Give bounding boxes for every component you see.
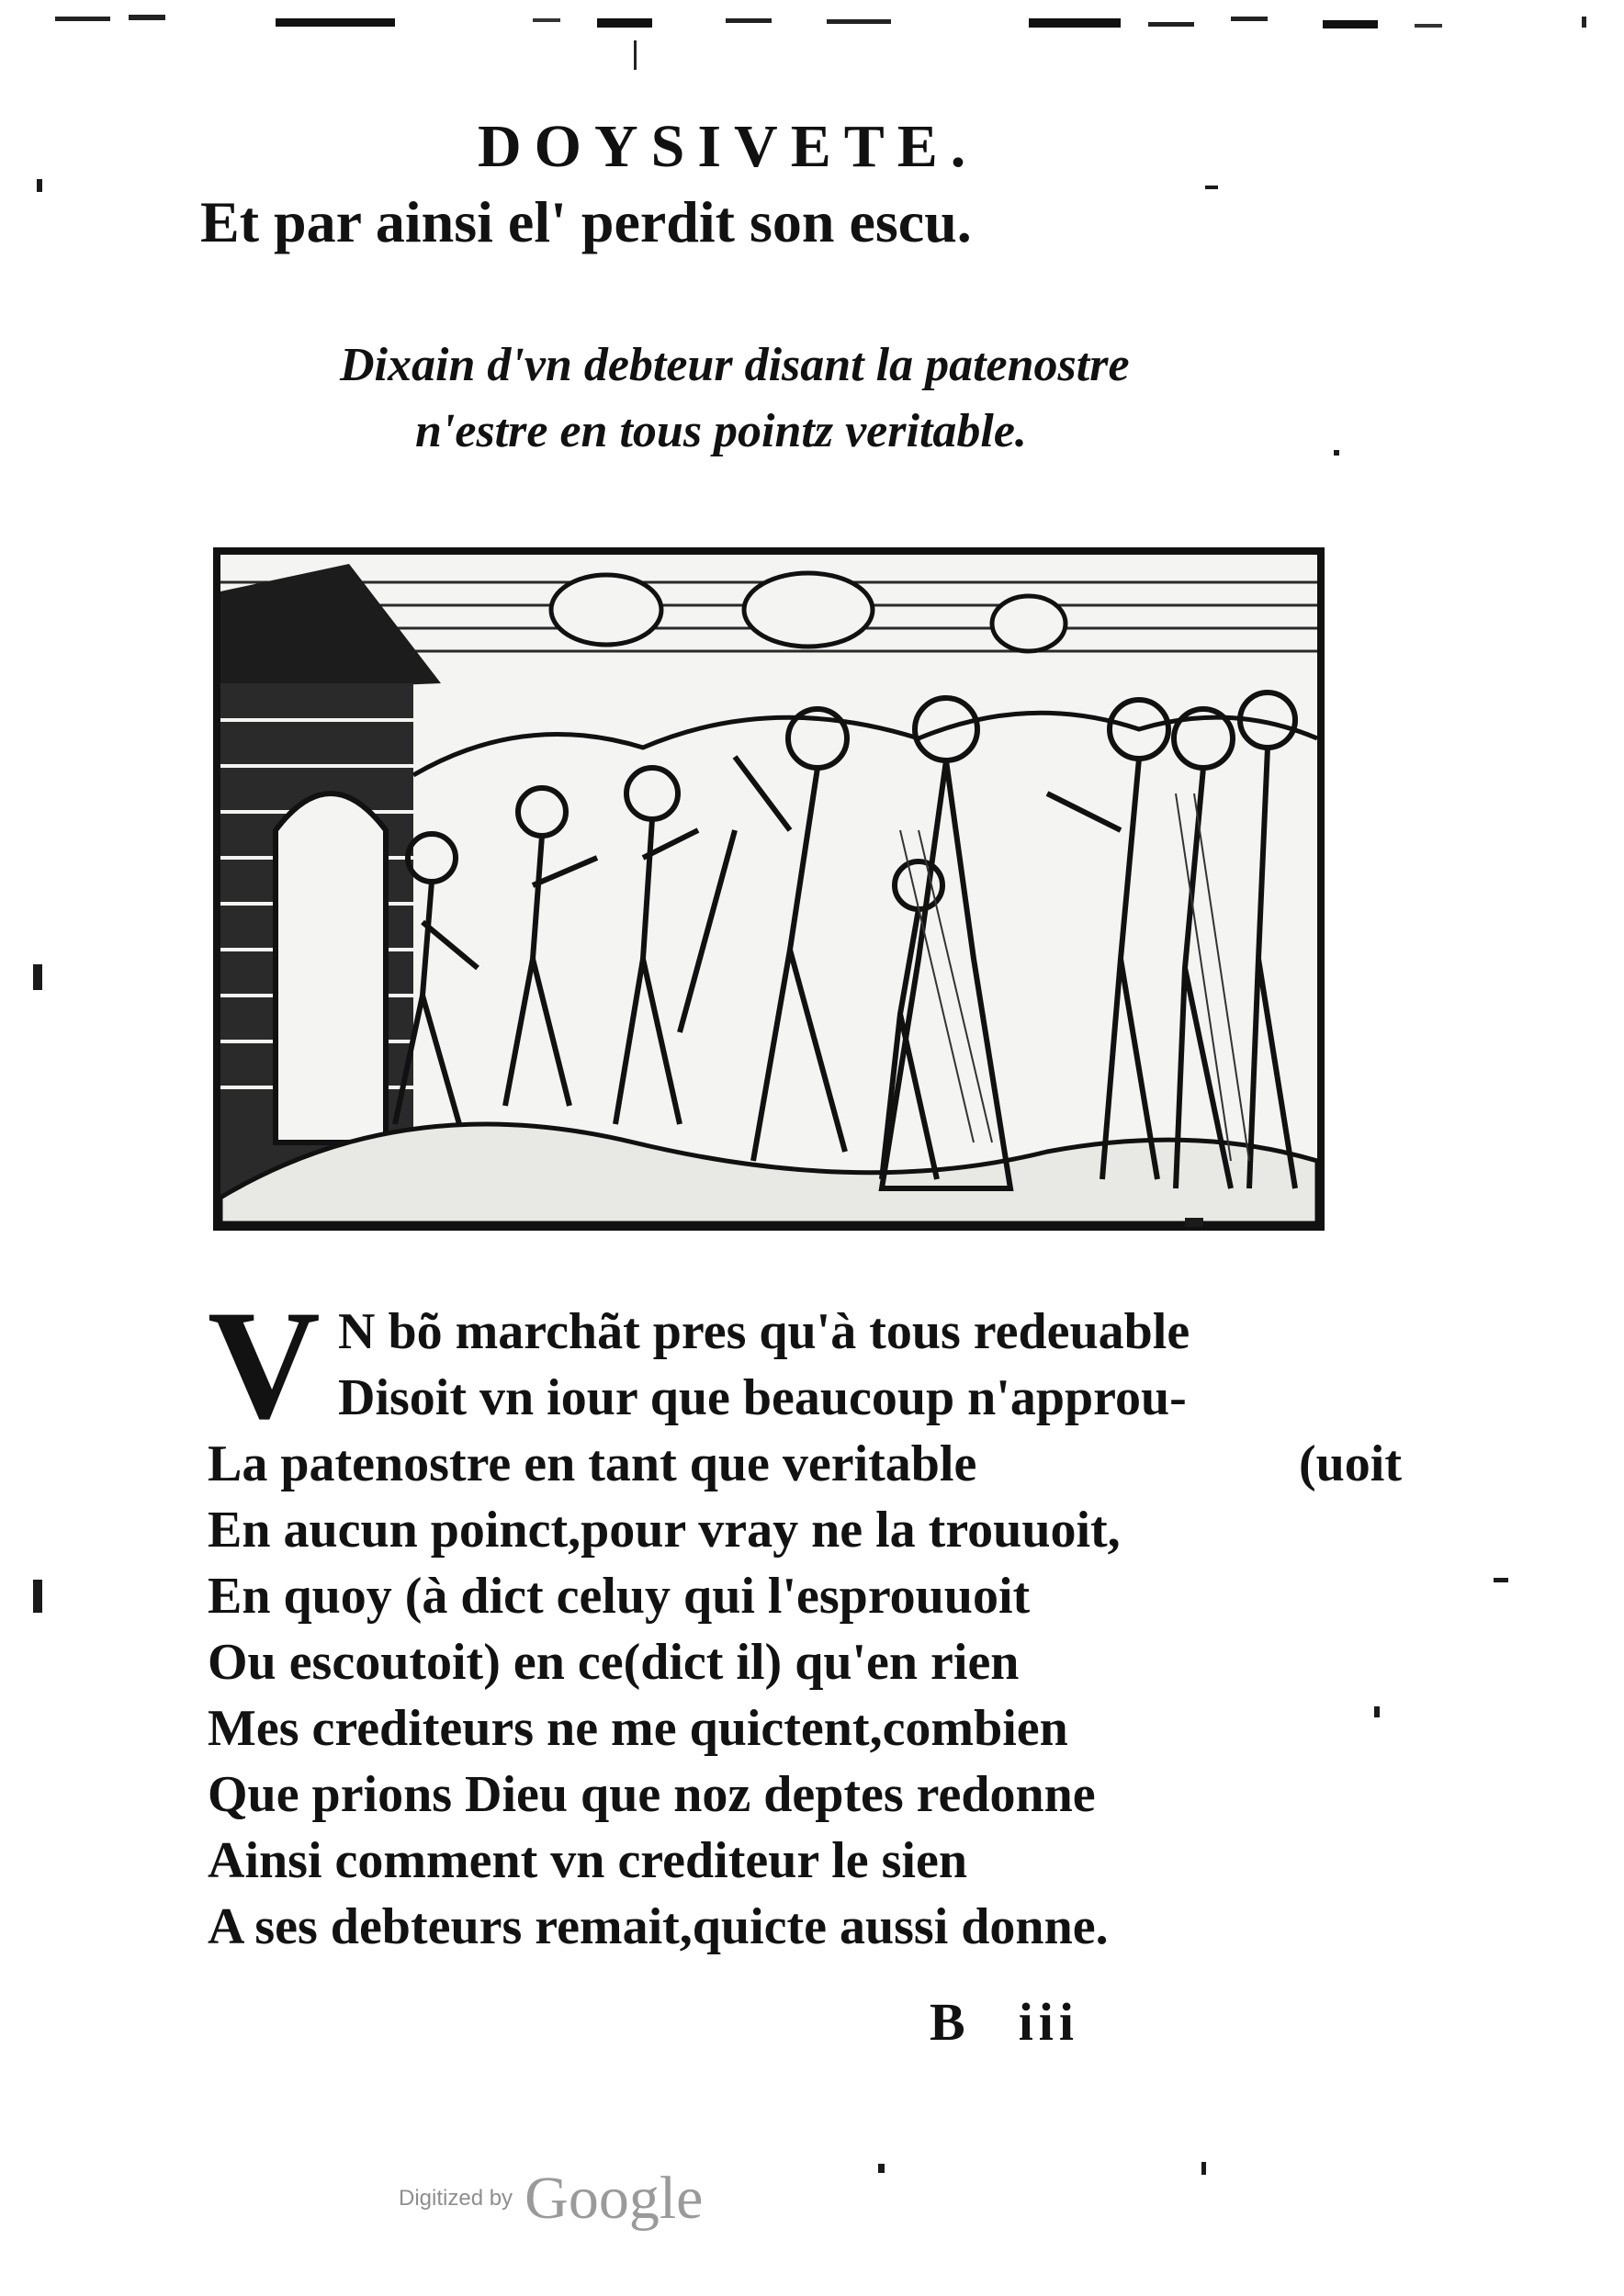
scan-speck <box>1334 450 1339 456</box>
scan-speck <box>878 2164 885 2173</box>
poem-line-7: Mes crediteurs ne me quictent,combien <box>208 1700 1068 1757</box>
scan-speck <box>1185 1218 1203 1227</box>
poem-line-5: En quoy (à dict celuy qui l'esprouuoit <box>208 1568 1031 1625</box>
scan-speck <box>1374 1706 1380 1717</box>
signature-numeral: iii <box>1018 1992 1080 2052</box>
continuation-line: Et par ainsi el' perdit son escu. <box>200 189 972 254</box>
scan-speck <box>1494 1578 1508 1582</box>
scan-speck <box>33 964 42 990</box>
poem-line-9: Ainsi comment vn crediteur le sien <box>208 1832 967 1889</box>
digitized-by-label: Digitized by <box>399 2186 513 2211</box>
poem-line-2: Disoit vn iour que beaucoup n'approu- <box>338 1369 1187 1426</box>
poem-title-line-2: n'estre en tous pointz veritable. <box>415 405 1027 457</box>
poem-line-6: Ou escoutoit) en ce(dict il) qu'en rien <box>208 1634 1020 1691</box>
poem-line-4: En aucun poinct,pour vray ne la trouuoit, <box>208 1502 1121 1559</box>
poem-line-1: N bõ marchãt pres qu'à tous redeuable <box>338 1303 1190 1360</box>
poem-line-10: A ses debteurs remait,quicte aussi donne. <box>208 1898 1109 1955</box>
woodcut-illustration <box>213 547 1325 1231</box>
drop-cap: V <box>208 1278 321 1451</box>
woodcut-icon <box>220 555 1317 1223</box>
signature-mark <box>930 1991 1079 2053</box>
scan-edge-artifacts <box>0 0 1624 83</box>
poem-line-8: Que prions Dieu que noz deptes redonne <box>208 1766 1096 1823</box>
poem-title <box>340 332 1314 465</box>
scan-speck <box>37 179 42 192</box>
digitized-watermark <box>399 2164 703 2234</box>
running-head: DOYSIVETE. <box>478 113 979 180</box>
scan-speck <box>1205 186 1218 189</box>
poem-body <box>208 1278 1402 1960</box>
scan-speck <box>33 1580 42 1613</box>
poem-title-line-1: Dixain d'vn debteur disant la patenostre <box>340 339 1130 391</box>
poem-line-3: La patenostre en tant que veritable <box>208 1435 977 1492</box>
signature-letter: B <box>930 1992 971 2052</box>
scan-speck <box>1201 2162 1206 2175</box>
runover-fragment: (uoit <box>1299 1435 1402 1492</box>
google-logo: Google <box>524 2165 704 2232</box>
